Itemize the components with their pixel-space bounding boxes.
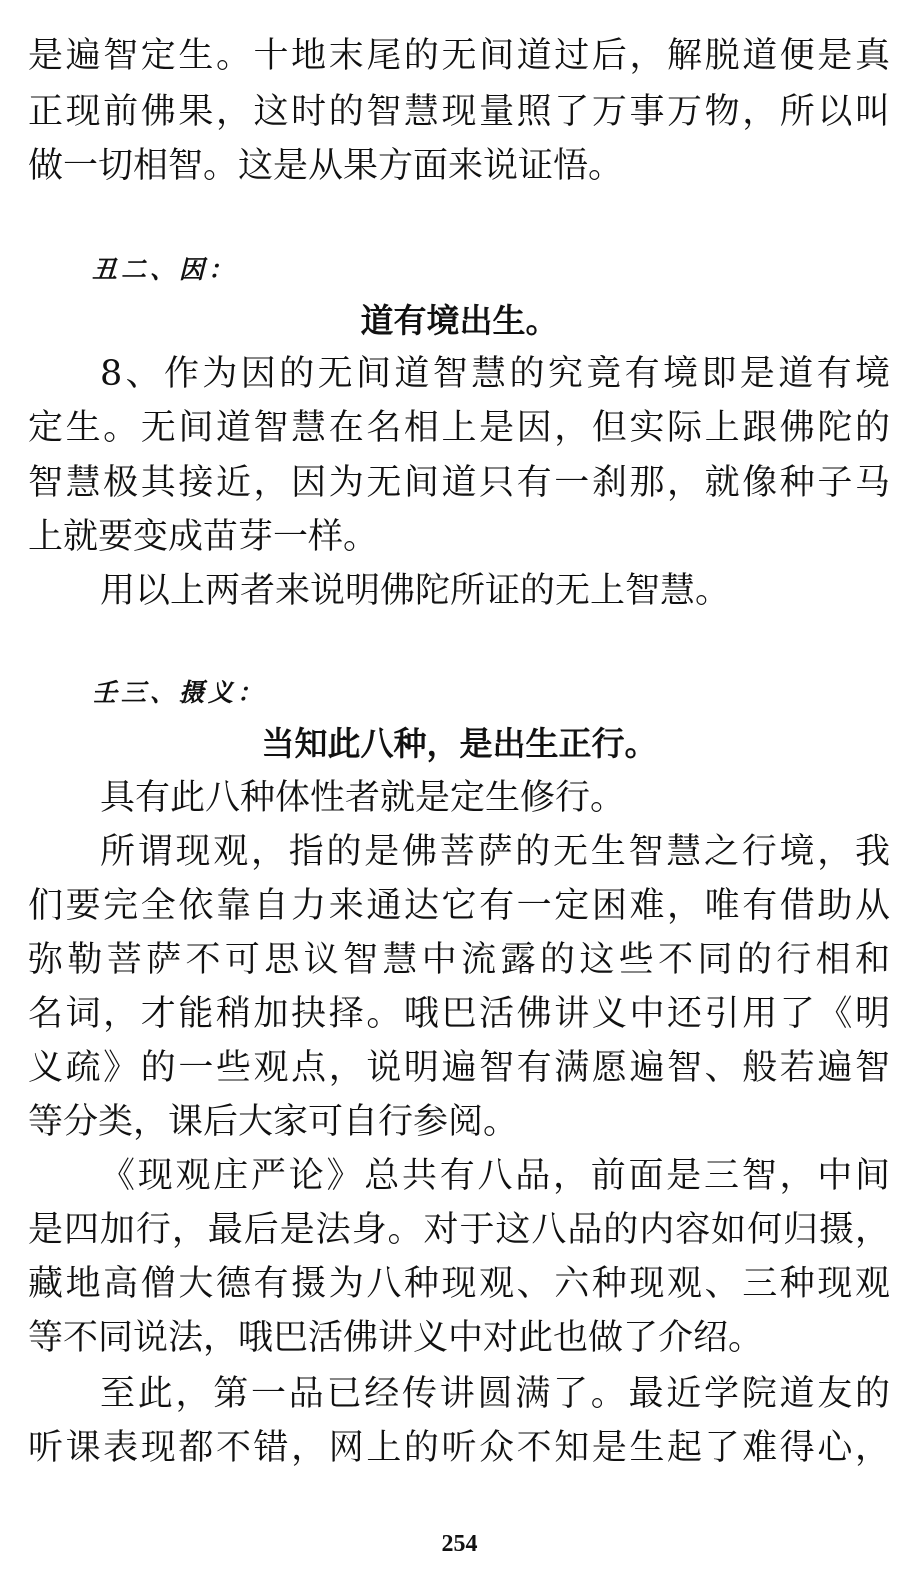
body-line: 听课表现都不错，网上的听众不知是生起了难得心，	[28, 1428, 890, 1468]
body-line: 等不同说法，哦巴活佛讲义中对此也做了介绍。	[28, 1318, 764, 1358]
verse-line: 当知此八种，是出生正行。	[261, 724, 658, 763]
body-line: 义疏》的一些观点，说明遍智有满愿遍智、般若遍智	[28, 1048, 890, 1088]
body-line: 等分类，课后大家可自行参阅。	[28, 1102, 519, 1142]
body-line: 做一切相智。这是从果方面来说证悟。	[28, 146, 624, 186]
body-line: 所谓现观，指的是佛菩萨的无生智慧之行境，我	[100, 832, 890, 872]
body-line: 是四加行，最后是法身。对于这八品的内容如何归摄，	[28, 1210, 890, 1250]
body-line: 弥勒菩萨不可思议智慧中流露的这些不同的行相和	[28, 940, 890, 980]
section-heading: 壬三、摄义：	[92, 678, 267, 707]
body-line: 是遍智定生。十地末尾的无间道过后，解脱道便是真	[28, 36, 890, 76]
body-line: 8、作为因的无间道智慧的究竟有境即是道有境	[100, 354, 890, 394]
body-line: 《现观庄严论》总共有八品，前面是三智，中间	[100, 1156, 890, 1196]
body-line: 用以上两者来说明佛陀所证的无上智慧。	[100, 571, 731, 611]
body-line: 藏地高僧大德有摄为八种现观、六种现观、三种现观	[28, 1264, 890, 1304]
body-line: 名词，才能稍加抉择。哦巴活佛讲义中还引用了《明	[28, 994, 890, 1034]
body-line: 至此，第一品已经传讲圆满了。最近学院道友的	[100, 1374, 890, 1414]
page-number: 254	[441, 1531, 478, 1557]
verse-line: 道有境出生。	[360, 301, 559, 340]
body-line: 具有此八种体性者就是定生修行。	[100, 778, 626, 818]
body-line: 上就要变成苗芽一样。	[28, 517, 379, 557]
body-line: 正现前佛果，这时的智慧现量照了万事万物，所以叫	[28, 92, 890, 132]
body-line: 智慧极其接近，因为无间道只有一刹那，就像种子马	[28, 463, 890, 503]
body-line: 定生。无间道智慧在名相上是因，但实际上跟佛陀的	[28, 408, 890, 448]
section-heading: 丑二、因：	[92, 255, 238, 284]
body-line: 们要完全依靠自力来通达它有一定困难，唯有借助从	[28, 886, 890, 926]
